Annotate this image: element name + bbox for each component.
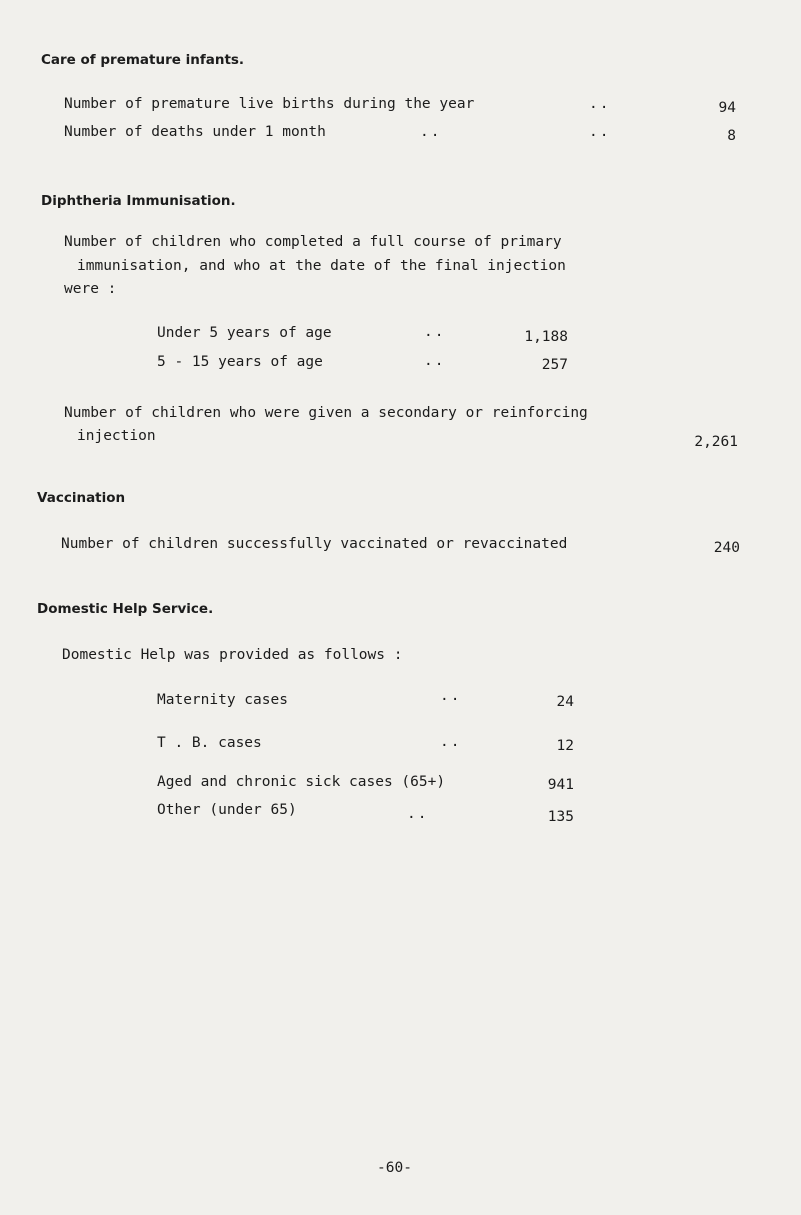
premature-heading: Care of premature infants.	[41, 52, 245, 68]
domestic-help-intro: Domestic Help was provided as follows :	[62, 647, 403, 663]
diphtheria-intro-line-2: immunisation, and who at the date of the final injection	[77, 258, 566, 274]
diphtheria-heading: Diphtheria Immunisation.	[41, 193, 236, 209]
vaccination-label: Number of children successfully vaccinated or revaccinated	[61, 536, 568, 552]
domestic-aged-value: 941	[547, 777, 574, 793]
diphtheria-5to15-dots: ..	[424, 353, 446, 369]
premature-deaths-dots: ..	[420, 124, 442, 140]
domestic-tb-label: T . B. cases	[157, 735, 262, 751]
diphtheria-secondary-line-1: Number of children who were given a secondary or reinforcing	[64, 405, 588, 421]
diphtheria-under5-dots: ..	[424, 324, 446, 340]
diphtheria-5to15-value: 257	[541, 357, 568, 373]
domestic-tb-value: 12	[556, 738, 574, 754]
domestic-maternity-value: 24	[556, 694, 574, 710]
vaccination-value: 240	[713, 540, 740, 556]
diphtheria-intro-line-3: were :	[64, 281, 117, 297]
domestic-maternity-dots: ..	[440, 688, 462, 704]
vaccination-heading: Vaccination	[37, 490, 126, 506]
premature-births-dots: ..	[589, 96, 611, 112]
premature-deaths-value: 8	[727, 128, 736, 144]
diphtheria-secondary-value: 2,261	[694, 434, 738, 450]
diphtheria-secondary-line-2: injection	[77, 428, 156, 444]
diphtheria-under5-value: 1,188	[524, 329, 568, 345]
premature-deaths-label: Number of deaths under 1 month	[64, 124, 326, 140]
domestic-maternity-label: Maternity cases	[157, 692, 288, 708]
diphtheria-intro-line-1: Number of children who completed a full course of primary	[64, 234, 562, 250]
premature-births-label: Number of premature live births during the year	[64, 96, 475, 112]
domestic-other-dots: ..	[407, 806, 429, 822]
premature-births-value: 94	[718, 100, 736, 116]
domestic-other-label: Other (under 65)	[157, 802, 297, 818]
diphtheria-5to15-label: 5 - 15 years of age	[157, 354, 323, 370]
diphtheria-under5-label: Under 5 years of age	[157, 325, 332, 341]
domestic-help-heading: Domestic Help Service.	[37, 601, 214, 617]
domestic-tb-dots: ..	[440, 734, 462, 750]
domestic-other-value: 135	[547, 809, 574, 825]
domestic-aged-label: Aged and chronic sick cases (65+)	[157, 774, 446, 790]
page-number: -60-	[377, 1160, 412, 1176]
premature-deaths-dots-2: ..	[589, 124, 611, 140]
